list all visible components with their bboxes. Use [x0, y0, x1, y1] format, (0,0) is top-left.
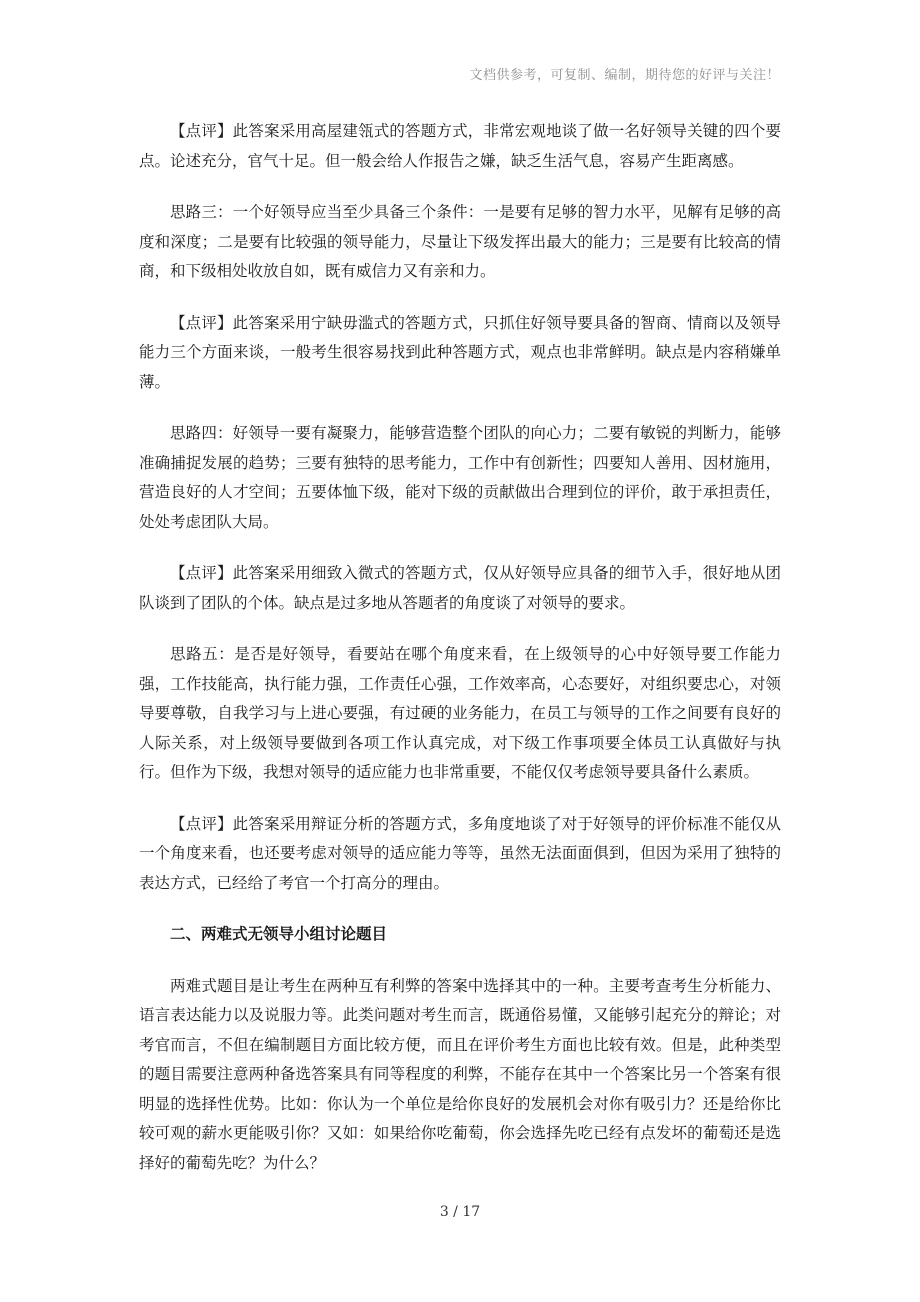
page-number: 3 / 17: [439, 1204, 481, 1220]
section-heading: 二、两难式无领导小组讨论题目: [170, 925, 388, 943]
paragraph-approach-3: 思路三：一个好领导应当至少具备三个条件：一是要有足够的智力水平，见解有足够的高度和深度；二是要有比较强的领导能力，尽量让下级发挥出最大的能力；三是要有比较高的情商，和下级相处收放自如，既有威信力又有亲和力。: [139, 203, 781, 280]
paragraph-comment-4: 【点评】此答案采用辩证分析的答题方式，多角度地谈了对于好领导的评价标准不能仅从一个角度来看，也还要考虑对领导的适应能力等等，虽然无法面面俱到，但因为采用了独特的表达方式，已经给了考官一个打高分的理由。: [139, 814, 781, 892]
section-body-paragraph: 两难式题目是让考生在两种互有利弊的答案中选择其中的一种。主要考查考生分析能力、语言表达能力以及说服力等。此类问题对考生而言，既通俗易懂，又能够引起充分的辩论；对考官而言，不但在编制题目方面比较方便，而且在评价考生方面也比较有效。但是，此种类型的题目需要注意两种备选答案具有同等程度的利弊，不能存在其中一个答案比另一个答案有很明显的选择性优势。比如：你认为一个单位是给你良好的发展机会对你有吸引力？还是给你比较可观的薪水更能吸引你？又如：如果给你吃葡萄，你会选择先吃已经有点发坏的葡萄还是选择好的葡萄先吃？为什么？: [139, 976, 781, 1172]
header-note: 文档供参考，可复制、编制，期待您的好评与关注！: [469, 68, 780, 83]
paragraph-comment-3: 【点评】此答案采用细致入微式的答题方式，仅从好领导应具备的细节入手，很好地从团队谈到了团队的个体。缺点是过多地从答题者的角度谈了对领导的要求。: [139, 564, 781, 612]
document-body: [139, 117, 781, 1200]
paragraph-comment-1: 【点评】此答案采用高屋建瓴式的答题方式，非常宏观地谈了做一名好领导关键的四个要点。论述充分，官气十足。但一般会给人作报告之嫌，缺乏生活气息，容易产生距离感。: [139, 122, 781, 170]
paragraph-comment-2: 【点评】此答案采用宁缺毋滥式的答题方式，只抓住好领导要具备的智商、情商以及领导能力三个方面来谈，一般考生很容易找到此种答题方式，观点也非常鲜明。缺点是内容稍嫌单薄。: [139, 313, 781, 391]
paragraph-approach-4: 思路四：好领导一要有凝聚力，能够营造整个团队的向心力；二要有敏锐的判断力，能够准确捕捉发展的趋势；三要有独特的思考能力，工作中有创新性；四要知人善用、因材施用，营造良好的人才空间；五要体恤下级，能对下级的贡献做出合理到位的评价，敢于承担责任，处处考虑团队大局。: [139, 424, 781, 531]
paragraph-approach-5: 思路五：是否是好领导，看要站在哪个角度来看，在上级领导的心中好领导要工作能力强，工作技能高，执行能力强，工作责任心强，工作效率高，心态要好，对组织要忠心，对领导要尊敬，自我学习与上进心要强，有过硬的业务能力，在员工与领导的工作之间要有良好的人际关系，对上级领导要做到各项工作认真完成，对下级工作事项要全体员工认真做好与执行。但作为下级，我想对领导的适应能力也非常重要，不能仅仅考虑领导要具备什么素质。: [139, 645, 781, 781]
